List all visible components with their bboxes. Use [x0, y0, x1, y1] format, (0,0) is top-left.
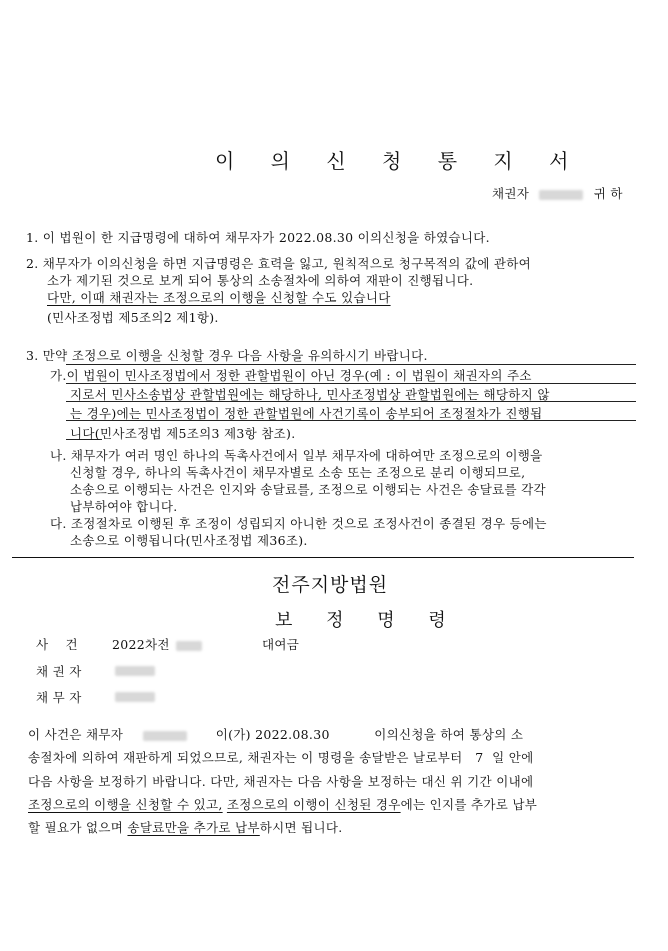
order-body-line5c: 하시면 됩니다.	[259, 820, 343, 835]
recipient-label: 채권자	[492, 186, 530, 201]
order-body-line5	[28, 818, 343, 836]
item-ga-line4	[70, 424, 295, 442]
order-body-line5b: 송달료만을 추가로 납부	[127, 820, 260, 835]
order-body-line1b: 이(가) 2022.08.30	[215, 727, 330, 742]
item-na-line4: 납부하여야 합니다.	[70, 499, 178, 514]
court-name: 전주지방법원	[272, 574, 389, 596]
order-body-line4c: 에는 인지를 추가로 납부	[400, 797, 538, 812]
item-da-line1: 다. 조정절차로 이행된 후 조정이 성립되지 아니한 것으로 조정사건이 종결된 경우 등에는	[50, 516, 547, 531]
item-na-line1: 나. 채무자가 여러 명인 하나의 독촉사건에서 일부 채무자에 대하여만 조정으로의 이행을	[50, 448, 543, 463]
section-divider	[12, 557, 634, 558]
notice-item-1: 1. 이 법원이 한 지급명령에 대하여 채무자가 2022.08.30 이의신청을 하였습니다.	[26, 230, 490, 245]
item-ga-line3: 는 경우)에는 민사조정법이 정한 관할법원에 사건기록이 송부되어 조정절차가 진행됩	[70, 406, 543, 421]
order-body-line1c: 이의신청을 하여 통상의 소	[374, 727, 524, 742]
recipient-suffix: 귀 하	[593, 186, 623, 201]
order-body-line4	[28, 795, 537, 813]
case-label: 사 건	[36, 637, 78, 652]
item-da-line2: 소송으로 이행됩니다(민사조정법 제36조).	[70, 533, 308, 548]
case-number	[112, 635, 202, 653]
recipient-line	[492, 184, 623, 202]
item-ga-line2: 지로서 민사소송법상 관할법원에는 해당하나, 민사조정법상 관할법원에는 해당하지 않	[70, 387, 550, 402]
order-body-line3: 다음 사항을 보정하기 바랍니다. 다만, 채권자는 다음 사항을 보정하는 대신 위 기간 이내에	[28, 774, 534, 789]
order-body-line2: 송절차에 의하여 재판하게 되었으므로, 채권자는 이 명령을 송달받은 날로부터 7 일 안에	[28, 750, 534, 765]
order-body-line1a: 이 사건은 채무자	[28, 727, 124, 742]
item-na-line3: 소송으로 이행되는 사건은 인지와 송달료를, 조정으로 이행되는 사건은 송달료를 각각	[70, 482, 546, 497]
redacted-creditor-name	[539, 190, 583, 200]
creditor-label: 채 권 자	[36, 664, 82, 679]
item-ga-line4b: (민사조정법 제5조의3 제3항 참조).	[94, 426, 296, 441]
redacted-creditor	[115, 666, 155, 676]
notice-item-2-line3: 다만, 이때 채권자는 조정으로의 이행을 신청할 수도 있습니다	[47, 290, 391, 305]
notice-item-2-line1: 2. 채무자가 이의신청을 하면 지급명령은 효력을 잃고, 원칙적으로 청구목적의 값에 관하여	[26, 256, 532, 271]
notice-title: 이 의 신 청 통 지 서	[215, 149, 584, 173]
redacted-debtor	[115, 692, 155, 702]
order-body-line1	[28, 725, 523, 743]
order-body-line4b: 조정으로의 이행이 신청된 경우	[226, 797, 401, 812]
order-body-line5a: 할 필요가 없으며	[28, 820, 124, 835]
redacted-case-number	[176, 641, 202, 651]
debtor-label: 채 무 자	[36, 690, 82, 705]
order-body-line4a: 조정으로의 이행을 신청할 수 있고,	[28, 797, 223, 812]
redacted-debtor-name	[143, 731, 187, 741]
item-ga-line1: 가.이 법원이 민사조정법에서 정한 관할법원이 아닌 경우(예 : 이 법원이 채권자의 주소	[50, 368, 532, 383]
notice-item-2-line2: 소가 제기된 것으로 보게 되어 통상의 소송절차에 의하여 재판이 진행됩니다.	[47, 273, 474, 288]
order-title: 보 정 명 령	[275, 610, 460, 631]
item-na-line2: 신청할 경우, 하나의 독촉사건이 채무자별로 소송 또는 조정으로 분리 이행되므로,	[70, 465, 526, 480]
case-name: 대여금	[262, 637, 300, 652]
item-ga-line4a: 니다	[70, 426, 95, 441]
case-number-text: 2022차전	[112, 637, 170, 652]
notice-item-2-line4: (민사조정법 제5조의2 제1항).	[47, 310, 219, 325]
notice-item-3: 3. 만약 조정으로 이행을 신청할 경우 다음 사항을 유의하시기 바랍니다.	[26, 348, 428, 363]
